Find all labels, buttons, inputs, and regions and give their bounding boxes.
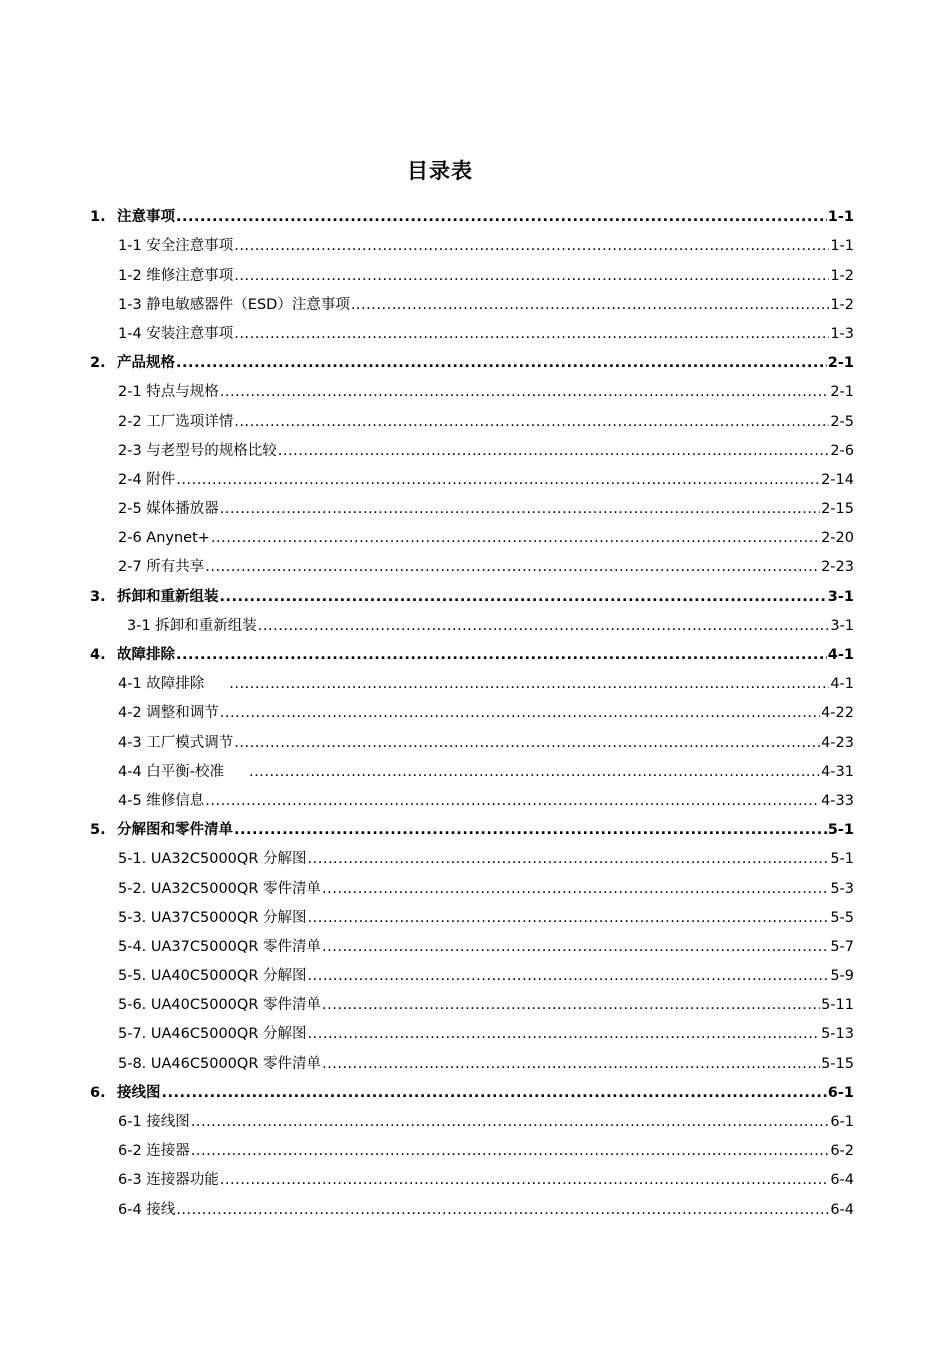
toc-section-1-3[interactable] bbox=[90, 286, 854, 315]
toc-dot-leader bbox=[258, 616, 830, 636]
toc-section-6-1[interactable] bbox=[90, 1103, 854, 1132]
toc-page-number: 6-1 bbox=[830, 1114, 854, 1130]
toc-page-number: 4-31 bbox=[821, 763, 854, 780]
toc-dot-leader bbox=[234, 236, 829, 256]
toc-dot-leader bbox=[220, 499, 820, 519]
page-title: 目录表 bbox=[407, 159, 473, 184]
toc-section-4-2[interactable] bbox=[90, 694, 854, 723]
toc-section-6-3[interactable] bbox=[90, 1161, 854, 1190]
toc-entry-title: 故障排除 bbox=[117, 647, 175, 663]
toc-page-number: 5-7 bbox=[830, 938, 854, 955]
toc-entry-title: 2-1 特点与规格 bbox=[118, 384, 219, 401]
toc-section-6-4[interactable] bbox=[90, 1190, 854, 1219]
toc-dot-leader bbox=[176, 645, 827, 665]
toc-dot-leader bbox=[220, 1170, 830, 1190]
toc-entry-title: 2-4 附件 bbox=[118, 471, 176, 488]
toc-chapter-3[interactable] bbox=[90, 577, 854, 606]
toc-entry-title: 5-2. UA32C5000QR 零件清单 bbox=[118, 880, 322, 897]
toc-entry-title: 4-3 工厂模式调节 bbox=[118, 734, 234, 751]
toc-entry-title: 2-2 工厂选项详情 bbox=[118, 413, 234, 430]
toc-page-number: 5-5 bbox=[830, 909, 854, 926]
toc-dot-leader bbox=[234, 820, 827, 840]
table-of-contents bbox=[90, 198, 854, 1220]
toc-page-number: 1-2 bbox=[830, 267, 854, 284]
toc-page-number: 5-1 bbox=[830, 851, 854, 868]
toc-page-number: 2-14 bbox=[821, 471, 854, 488]
toc-dot-leader bbox=[322, 1054, 820, 1074]
toc-entry-title: 5-6. UA40C5000QR 零件清单 bbox=[118, 997, 322, 1014]
toc-section-2-2[interactable] bbox=[90, 402, 854, 431]
toc-dot-leader bbox=[249, 762, 820, 782]
toc-entry-title: 6-1 接线图 bbox=[118, 1114, 190, 1130]
toc-page-number: 2-1 bbox=[830, 384, 854, 401]
toc-page-number: 4-1 bbox=[827, 647, 854, 663]
toc-page-number: 5-1 bbox=[827, 822, 854, 839]
toc-dot-leader bbox=[229, 674, 829, 694]
toc-page-number: 6-4 bbox=[830, 1172, 854, 1189]
toc-entry-title: 注意事项 bbox=[117, 209, 175, 226]
toc-dot-leader bbox=[234, 324, 829, 344]
toc-page-number: 5-9 bbox=[830, 968, 854, 985]
toc-section-4-5[interactable] bbox=[90, 782, 854, 811]
toc-section-4-1[interactable] bbox=[90, 665, 854, 694]
toc-entry-title: 1-2 维修注意事项 bbox=[118, 267, 234, 284]
toc-dot-leader bbox=[220, 587, 827, 607]
toc-section-1-4[interactable] bbox=[90, 315, 854, 344]
toc-entry-title: 4-1 故障排除 bbox=[118, 676, 205, 693]
toc-section-5-7[interactable] bbox=[90, 1015, 854, 1044]
toc-page-number: 6-4 bbox=[830, 1201, 854, 1218]
toc-dot-leader bbox=[308, 908, 830, 928]
toc-entry-title: 4-4 白平衡-校准 bbox=[118, 763, 225, 780]
toc-dot-leader bbox=[211, 528, 820, 548]
toc-chapter-number: 1. bbox=[90, 209, 106, 226]
toc-chapter-5[interactable] bbox=[90, 811, 854, 840]
toc-chapter-number: 2. bbox=[90, 355, 106, 372]
toc-section-2-7[interactable] bbox=[90, 548, 854, 577]
toc-page-number: 2-6 bbox=[830, 442, 854, 459]
toc-entry-title: 5-8. UA46C5000QR 零件清单 bbox=[118, 1055, 322, 1072]
toc-page-number: 5-15 bbox=[821, 1055, 854, 1072]
toc-page-number: 2-15 bbox=[821, 501, 854, 518]
toc-page-number: 1-1 bbox=[830, 238, 854, 255]
toc-page-number: 4-33 bbox=[821, 792, 854, 809]
toc-dot-leader bbox=[322, 995, 820, 1015]
toc-page-number: 2-20 bbox=[821, 530, 854, 547]
toc-entry-title: 1-1 安全注意事项 bbox=[118, 238, 234, 255]
toc-chapter-number: 4. bbox=[90, 647, 106, 663]
toc-section-5-6[interactable] bbox=[90, 986, 854, 1015]
toc-chapter-number: 6. bbox=[90, 1084, 106, 1101]
toc-page-number: 4-1 bbox=[830, 676, 854, 693]
toc-dot-leader bbox=[205, 557, 820, 577]
toc-page-number: 1-1 bbox=[827, 209, 854, 226]
toc-dot-leader bbox=[176, 353, 827, 373]
toc-page-number: 4-23 bbox=[821, 734, 854, 751]
toc-section-5-2[interactable] bbox=[90, 869, 854, 898]
toc-section-2-3[interactable] bbox=[90, 432, 854, 461]
toc-section-5-8[interactable] bbox=[90, 1044, 854, 1073]
toc-page-number: 6-2 bbox=[830, 1143, 854, 1160]
toc-page-number: 2-5 bbox=[830, 413, 854, 430]
toc-dot-leader bbox=[220, 382, 830, 402]
toc-entry-title: 产品规格 bbox=[117, 355, 175, 372]
toc-section-4-3[interactable] bbox=[90, 723, 854, 752]
toc-page-number: 1-3 bbox=[830, 325, 854, 342]
toc-entry-title: 2-5 媒体播放器 bbox=[118, 501, 219, 518]
toc-dot-leader bbox=[191, 1141, 830, 1161]
toc-dot-leader bbox=[205, 791, 820, 811]
toc-section-6-2[interactable] bbox=[90, 1132, 854, 1161]
toc-dot-leader bbox=[220, 703, 820, 723]
toc-entry-title: 4-5 维修信息 bbox=[118, 792, 205, 809]
toc-chapter-number: 3. bbox=[90, 588, 106, 605]
toc-page-number: 4-22 bbox=[821, 705, 854, 722]
toc-dot-leader bbox=[176, 207, 827, 227]
toc-entry-title: 1-3 静电敏感器件（ESD）注意事项 bbox=[118, 296, 350, 313]
toc-section-3-1[interactable] bbox=[90, 607, 854, 636]
toc-section-5-3[interactable] bbox=[90, 899, 854, 928]
toc-section-1-1[interactable] bbox=[90, 227, 854, 256]
toc-section-5-4[interactable] bbox=[90, 928, 854, 957]
toc-chapter-1[interactable] bbox=[90, 198, 854, 227]
toc-dot-leader bbox=[322, 937, 829, 957]
toc-page-number: 2-23 bbox=[821, 559, 854, 576]
toc-section-5-5[interactable] bbox=[90, 957, 854, 986]
toc-chapter-6[interactable] bbox=[90, 1074, 854, 1103]
toc-entry-title: 4-2 调整和调节 bbox=[118, 705, 219, 722]
toc-dot-leader bbox=[191, 1112, 830, 1132]
toc-dot-leader bbox=[322, 879, 829, 899]
toc-dot-leader bbox=[234, 412, 829, 432]
toc-entry-title: 拆卸和重新组装 bbox=[117, 588, 219, 605]
toc-section-2-1[interactable] bbox=[90, 373, 854, 402]
toc-page-number: 2-1 bbox=[827, 355, 854, 372]
toc-dot-leader bbox=[176, 1200, 829, 1220]
toc-page-number: 3-1 bbox=[827, 588, 854, 605]
toc-section-2-6[interactable] bbox=[90, 519, 854, 548]
toc-page-number: 3-1 bbox=[830, 617, 854, 634]
toc-dot-leader bbox=[234, 266, 829, 286]
toc-entry-title: 1-4 安装注意事项 bbox=[118, 325, 234, 342]
toc-page-number: 5-13 bbox=[821, 1026, 854, 1043]
toc-dot-leader bbox=[234, 733, 820, 753]
toc-entry-title: 分解图和零件清单 bbox=[117, 822, 233, 839]
toc-dot-leader bbox=[308, 849, 830, 869]
toc-page-number: 1-2 bbox=[830, 296, 854, 313]
toc-page-number: 5-3 bbox=[830, 880, 854, 897]
toc-section-5-1[interactable] bbox=[90, 840, 854, 869]
toc-section-2-4[interactable] bbox=[90, 461, 854, 490]
toc-page-number: 5-11 bbox=[821, 997, 854, 1014]
toc-dot-leader bbox=[308, 1024, 821, 1044]
toc-dot-leader bbox=[308, 966, 830, 986]
toc-entry-title: 6-3 连接器功能 bbox=[118, 1172, 219, 1189]
toc-page-number: 6-1 bbox=[827, 1084, 854, 1101]
toc-entry-title: 2-6 Anynet+ bbox=[118, 530, 210, 547]
toc-entry-title: 接线图 bbox=[117, 1084, 161, 1101]
toc-entry-title: 5-5. UA40C5000QR 分解图 bbox=[118, 968, 307, 985]
toc-section-2-5[interactable] bbox=[90, 490, 854, 519]
toc-entry-title: 6-2 连接器 bbox=[118, 1143, 190, 1160]
toc-dot-leader bbox=[162, 1083, 827, 1103]
toc-dot-leader bbox=[176, 470, 820, 490]
toc-entry-title: 5-1. UA32C5000QR 分解图 bbox=[118, 851, 307, 868]
toc-entry-title: 6-4 接线 bbox=[118, 1201, 176, 1218]
toc-section-1-2[interactable] bbox=[90, 256, 854, 285]
toc-dot-leader bbox=[278, 441, 830, 461]
toc-chapter-2[interactable] bbox=[90, 344, 854, 373]
toc-entry-title: 2-7 所有共享 bbox=[118, 559, 205, 576]
toc-entry-title: 5-3. UA37C5000QR 分解图 bbox=[118, 909, 307, 926]
toc-entry-title: 5-7. UA46C5000QR 分解图 bbox=[118, 1026, 307, 1043]
toc-chapter-number: 5. bbox=[90, 822, 106, 839]
toc-entry-title: 5-4. UA37C5000QR 零件清单 bbox=[118, 938, 322, 955]
toc-entry-title: 3-1 拆卸和重新组装 bbox=[127, 617, 257, 634]
toc-dot-leader bbox=[351, 295, 829, 315]
toc-section-4-4[interactable] bbox=[90, 753, 854, 782]
toc-chapter-4[interactable] bbox=[90, 636, 854, 665]
toc-entry-title: 2-3 与老型号的规格比较 bbox=[118, 442, 277, 459]
